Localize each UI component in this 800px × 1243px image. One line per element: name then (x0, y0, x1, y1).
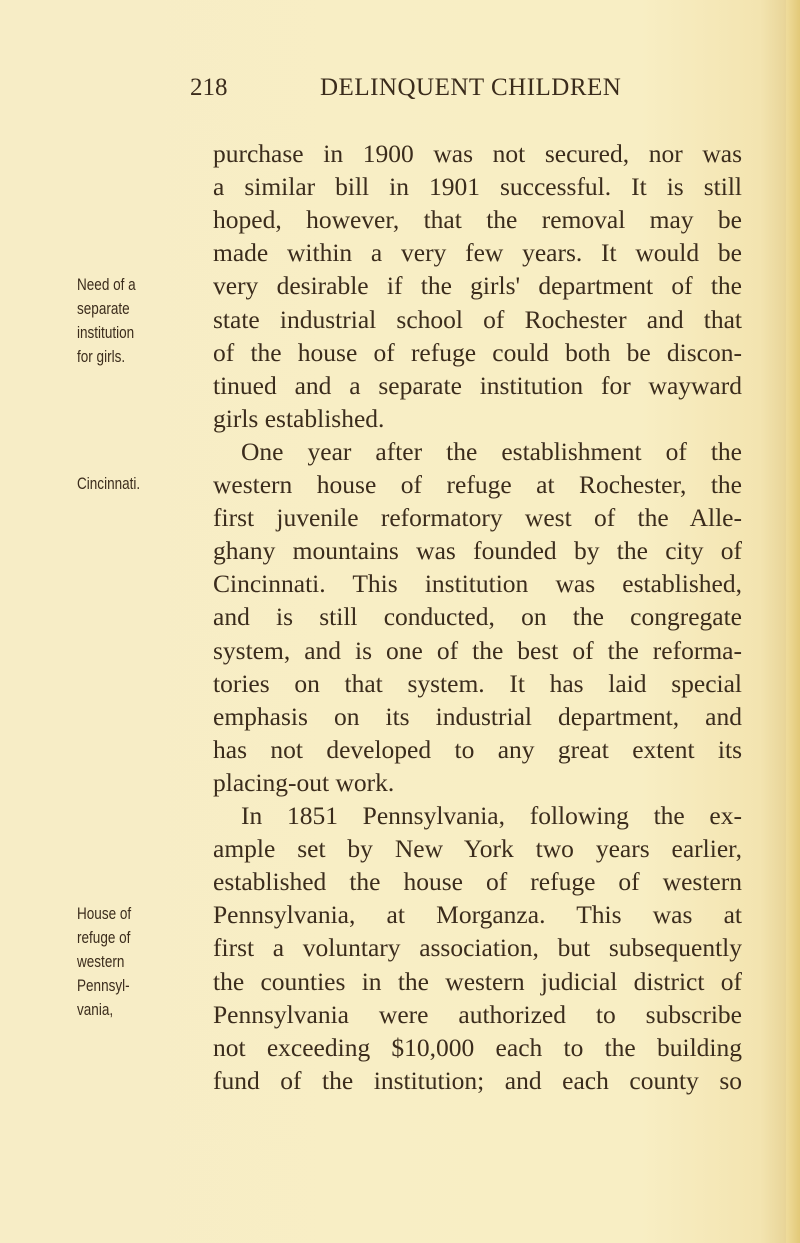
sidenote-house-of-refuge-pennsylvania (77, 902, 131, 1022)
sidenote-cincinnati (77, 472, 140, 496)
body-line: Pennsylvania were authorized to subscribe (213, 999, 742, 1029)
body-line: first a voluntary association, but subsequently (213, 933, 742, 963)
body-line: girls established. (213, 403, 385, 433)
body-line: western house of refuge at Rochester, the (213, 470, 742, 499)
body-line: placing-out work. (213, 767, 395, 797)
body-line: One year after the establishment of the (241, 436, 742, 466)
body-line: not exceeding $10,000 each to the building (213, 1032, 742, 1062)
sidenote-line: Need of a (77, 276, 136, 294)
sidenote-line: House of (77, 905, 132, 923)
body-line: state industrial school of Rochester and that (213, 304, 742, 334)
body-line: tories on that system. It has laid special (213, 668, 742, 698)
body-line: and is still conducted, on the congregate (213, 602, 742, 632)
running-title: DELINQUENT CHILDREN (320, 74, 622, 101)
sidenote-line: refuge of (77, 929, 131, 947)
body-line: tinued and a separate institution for wayward (213, 370, 742, 400)
body-line: established the house of refuge of western (213, 867, 742, 897)
body-line: a similar bill in 1901 successful. It is still (213, 172, 742, 202)
body-line: the counties in the western judicial district of (213, 966, 742, 996)
page-edge (786, 0, 800, 1243)
sidenote-need-of-separate-institution (77, 273, 136, 369)
body-line: has not developed to any great extent its (213, 734, 742, 764)
page-number: 218 (190, 74, 228, 101)
sidenote-line: separate (77, 300, 130, 318)
body-line: system, and is one of the best of the reforma- (213, 635, 742, 665)
body-line: ample set by New York two years earlier, (213, 834, 742, 864)
sidenote-line: vania, (77, 1001, 114, 1019)
body-line: In 1851 Pennsylvania, following the ex- (241, 801, 742, 830)
body-line: emphasis on its industrial department, and (213, 701, 742, 731)
body-line: very desirable if the girls' department of the (213, 271, 742, 301)
body-line: Cincinnati. This institution was established, (213, 569, 742, 599)
body-line: hoped, however, that the removal may be (213, 205, 742, 235)
body-line: purchase in 1900 was not secured, nor was (213, 139, 742, 168)
running-header (0, 74, 800, 110)
sidenote-line: institution (77, 324, 135, 342)
body-line: ghany mountains was founded by the city of (213, 536, 742, 566)
sidenote-line: western (77, 953, 125, 971)
body-line: of the house of refuge could both be discon- (213, 337, 742, 367)
body-line: made within a very few years. It would be (213, 238, 742, 268)
sidenote-line: Cincinnati. (77, 475, 141, 493)
body-line: first juvenile reformatory west of the Alle- (213, 503, 742, 533)
sidenote-line: for girls. (77, 348, 126, 366)
body-line: fund of the institution; and each county so (213, 1065, 742, 1095)
body-line: Pennsylvania, at Morganza. This was at (213, 900, 742, 930)
sidenote-line: Pennsyl- (77, 977, 130, 995)
